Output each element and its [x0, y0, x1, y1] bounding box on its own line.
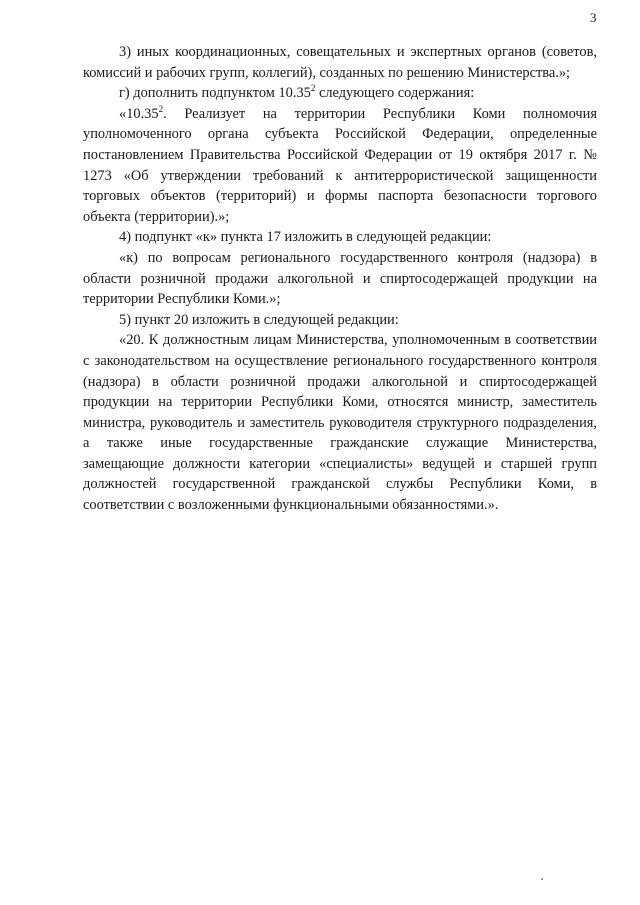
paragraph-add-subitem	[83, 83, 597, 104]
paragraph-text: . Реализует на территории Республики Коми полномочия уполномоченного органа субъекта Российской Федерации, определенные постановлением Правительства Российской Федерации от 19 октября 2017 г. № 1273 «Об утверждении требований к антитеррористической защищенности торговых объектов (территорий) и формы паспорта безопасности торгового объекта (территории).»;	[83, 105, 597, 225]
superscript: 2	[310, 83, 316, 94]
document-body	[83, 42, 597, 516]
paragraph-item-4: 4) подпункт «к» пункта 17 изложить в следующей редакции:	[119, 229, 492, 246]
paragraph-subitem-10-35	[83, 104, 597, 228]
paragraph-text: «10.35	[119, 105, 159, 122]
paragraph-text: г) дополнить подпунктом 10.35	[119, 85, 311, 102]
paragraph-subitem-k: «к) по вопросам регионального государственного контроля (надзора) в области розничной продажи алкогольной и спиртосодержащей продукции на территории Республики Коми.»;	[83, 249, 597, 308]
paragraph-item-20: «20. К должностным лицам Министерства, уполномоченным в соответствии с законодательством на осуществление регионального государственного контроля (надзора) в области розничной продажи алкогольной и спиртосодержащей продукции на территории Республики Коми, относятся министр, заместитель министра, руководитель и заместитель руководителя структурного подразделения, а также иные государственные гражданские служащие Министерства, замещающие должности категории «специалисты» ведущей и старшей групп должностей государственной гражданской службы Республики Коми, в соответствии с возложенными функциональными обязанностями.».	[83, 332, 597, 514]
paragraph-text: следующего содержания:	[315, 85, 475, 102]
superscript: 2	[158, 103, 164, 114]
scan-speck	[541, 878, 543, 880]
paragraph-item-5: 5) пункт 20 изложить в следующей редакции:	[119, 311, 399, 328]
page-number: 3	[590, 10, 597, 25]
paragraph-subitem-3: 3) иных координационных, совещательных и экспертных органов (советов, комиссий и рабочих групп, коллегий), созданных по решению Министерства.»;	[83, 44, 597, 81]
